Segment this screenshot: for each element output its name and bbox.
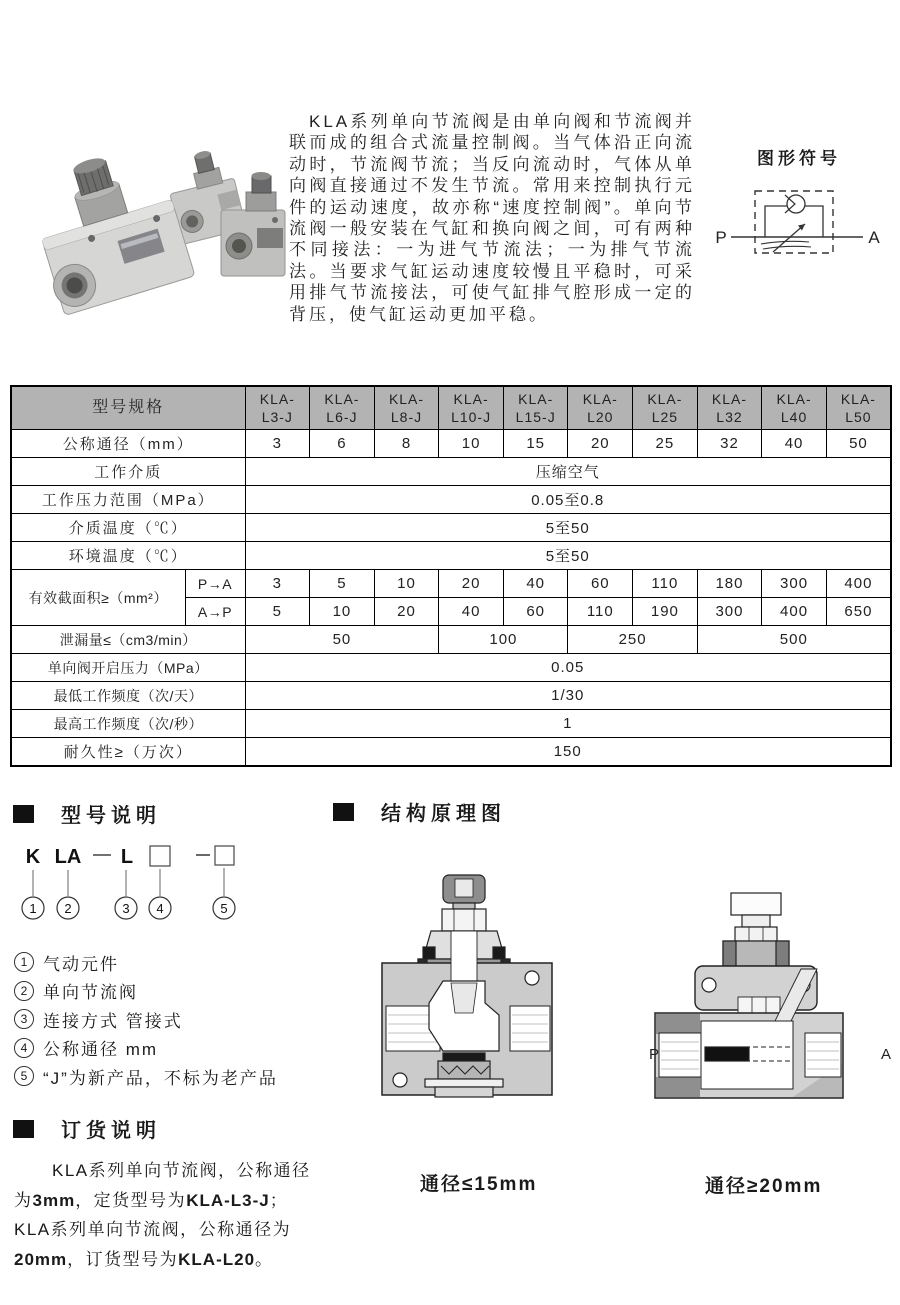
row-label: 耐久性≥（万次） [11, 738, 245, 767]
cell: 300 [697, 598, 762, 626]
header-label: 型号规格 [11, 386, 245, 430]
code-number-2: 2 [64, 901, 72, 916]
cell: 0.05至0.8 [245, 486, 891, 514]
cell: 20 [374, 598, 439, 626]
cell: 5 [245, 598, 310, 626]
section-bullet-square [333, 803, 354, 821]
model-header: KLA- L8-J [374, 386, 439, 430]
cell: 5至50 [245, 542, 891, 570]
table-row-medium [11, 458, 891, 486]
cell: 50 [826, 430, 891, 458]
cell: 6 [310, 430, 375, 458]
code-letter-la: LA [54, 846, 82, 868]
code-number-5: 5 [220, 901, 228, 916]
row-label: 工作介质 [11, 458, 245, 486]
cell: 5至50 [245, 514, 891, 542]
structure-section-heading [333, 797, 506, 826]
circled-number: 5 [14, 1066, 34, 1086]
table-row-max-freq [11, 710, 891, 738]
cell: 1/30 [245, 682, 891, 710]
circled-number: 1 [14, 952, 34, 972]
table-row-bore [11, 430, 891, 458]
table-row-pressure [11, 486, 891, 514]
cell: 40 [762, 430, 827, 458]
ordering-line: KLA系列单向节流阀，公称通径为 [14, 1220, 292, 1239]
table-row-min-freq [11, 682, 891, 710]
list-item-text: 单向节流阀 [43, 983, 138, 1003]
cell: 50 [245, 626, 439, 654]
circled-number: 4 [14, 1038, 34, 1058]
symbol-port-p-label: P [715, 228, 727, 247]
ordering-section-heading [13, 1114, 161, 1143]
cell: 3 [245, 430, 310, 458]
model-header: KLA- L6-J [310, 386, 375, 430]
list-item [14, 1062, 278, 1091]
row-label: 环境温度（℃） [11, 542, 245, 570]
list-item [14, 1034, 278, 1063]
section-title: 型号说明 [61, 805, 161, 827]
list-item-text: 气动元件 [43, 954, 119, 974]
diagram-port-a-label: A [881, 1046, 892, 1063]
table-row-leakage [11, 626, 891, 654]
code-number-3: 3 [122, 901, 130, 916]
cell: 500 [697, 626, 891, 654]
list-item [14, 948, 278, 977]
row-label: 工作压力范围（MPa） [11, 486, 245, 514]
intro-paragraph: KLA系列单向节流阀是由单向阀和节流阀并联而成的组合式流量控制阀。当气体沿正向流动时，节流阀节流；当反向流动时，气体从单向阀直接通过不发生节流。常用来控制执行元件的运动速度，故亦称“速度控制阀”。单向节流阀一般安装在气缸和换向阀之间，可有两种不同接法：一为进气节流法；一为排气节流法。当要求气缸运动速度较慢且平稳时，可采用排气节流接法，可使气缸排气腔形成一定的背压，使气缸运动更加平稳。 [289, 112, 695, 324]
cell: 110 [633, 570, 698, 598]
list-item [14, 977, 278, 1006]
row-label: 最低工作频度（次/天） [11, 682, 245, 710]
cell: 8 [374, 430, 439, 458]
circled-number: 2 [14, 981, 34, 1001]
row-label: 泄漏量≤（cm3/min） [11, 626, 245, 654]
code-box-bore [150, 846, 170, 866]
cell: 100 [439, 626, 568, 654]
code-letter-k: K [25, 846, 41, 868]
section-title: 订货说明 [61, 1120, 161, 1142]
model-section-heading [13, 799, 161, 828]
cell: 40 [439, 598, 504, 626]
cell: 250 [568, 626, 697, 654]
ordering-line: 为3mm，定货型号为KLA-L3-J； [14, 1190, 289, 1210]
product-photos [25, 136, 287, 324]
model-explanation-list [14, 948, 278, 1091]
cell: 20 [568, 430, 633, 458]
model-code-diagram [10, 842, 242, 924]
check-valve-symbol [787, 195, 805, 213]
model-header: KLA- L20 [568, 386, 633, 430]
cell: 10 [439, 430, 504, 458]
symbol-port-a-label: A [868, 228, 880, 247]
model-header: KLA- L25 [633, 386, 698, 430]
cell: 20 [439, 570, 504, 598]
cell: 32 [697, 430, 762, 458]
cell: 10 [374, 570, 439, 598]
diagram-port-p-label: P [649, 1046, 660, 1063]
code-letter-l: L [120, 846, 134, 868]
code-box-suffix [215, 846, 234, 865]
model-header: KLA- L15-J [503, 386, 568, 430]
list-item-text: 公称通径 mm [43, 1040, 159, 1060]
row-label: 介质温度（℃） [11, 514, 245, 542]
table-row-durability [11, 738, 891, 767]
structure-diagram-small-bore [363, 863, 625, 1115]
cell: 110 [568, 598, 633, 626]
direction-label: P→A [185, 570, 245, 598]
row-label: 有效截面积≥（mm²） [11, 570, 185, 626]
table-row-header [11, 386, 891, 430]
model-header: KLA- L32 [697, 386, 762, 430]
cell: 650 [826, 598, 891, 626]
cell: 150 [245, 738, 891, 767]
list-item [14, 1005, 278, 1034]
caption-large-bore: 通径≥20mm [705, 1176, 823, 1197]
row-label: 最高工作频度（次/秒） [11, 710, 245, 738]
row-label: 公称通径（mm） [11, 430, 245, 458]
cell: 60 [503, 598, 568, 626]
cell: 190 [633, 598, 698, 626]
list-item-text: 连接方式 管接式 [43, 1011, 183, 1031]
cell: 0.05 [245, 654, 891, 682]
model-header: KLA- L10-J [439, 386, 504, 430]
ordering-line: KLA系列单向节流阀，公称通径 [52, 1161, 311, 1180]
circled-number: 3 [14, 1009, 34, 1029]
cell: 10 [310, 598, 375, 626]
code-number-1: 1 [29, 901, 37, 916]
graphic-symbol-title: 图形符号 [757, 149, 841, 168]
code-number-4: 4 [156, 901, 164, 916]
model-header: KLA- L40 [762, 386, 827, 430]
cell: 60 [568, 570, 633, 598]
table-row-ambient-temp [11, 542, 891, 570]
cell: 40 [503, 570, 568, 598]
section-title: 结构原理图 [381, 803, 506, 825]
throttle-symbol [761, 224, 811, 252]
cell: 400 [762, 598, 827, 626]
structure-diagram-large-bore [643, 873, 895, 1113]
row-label: 单向阀开启压力（MPa） [11, 654, 245, 682]
cell: 1 [245, 710, 891, 738]
cell: 15 [503, 430, 568, 458]
cell: 300 [762, 570, 827, 598]
section-bullet-square [13, 805, 34, 823]
cell: 180 [697, 570, 762, 598]
cell: 25 [633, 430, 698, 458]
cell: 3 [245, 570, 310, 598]
cell: 400 [826, 570, 891, 598]
table-row-opening-pressure [11, 654, 891, 682]
caption-small-bore: 通径≤15mm [420, 1174, 538, 1195]
table-row-medium-temp [11, 514, 891, 542]
table-row-section-area-pa [11, 570, 891, 598]
ordering-text [14, 1156, 324, 1274]
valve-photo-large [25, 140, 195, 316]
graphic-symbol-diagram [703, 175, 895, 275]
spec-table [10, 385, 892, 767]
model-header: KLA- L3-J [245, 386, 310, 430]
direction-label: A→P [185, 598, 245, 626]
cell: 5 [310, 570, 375, 598]
list-item-text: “J”为新产品，不标为老产品 [43, 1068, 278, 1088]
cell: 压缩空气 [245, 458, 891, 486]
ordering-line: 20mm，订货型号为KLA-L20。 [14, 1249, 274, 1269]
section-bullet-square [13, 1120, 34, 1138]
model-header: KLA- L50 [826, 386, 891, 430]
